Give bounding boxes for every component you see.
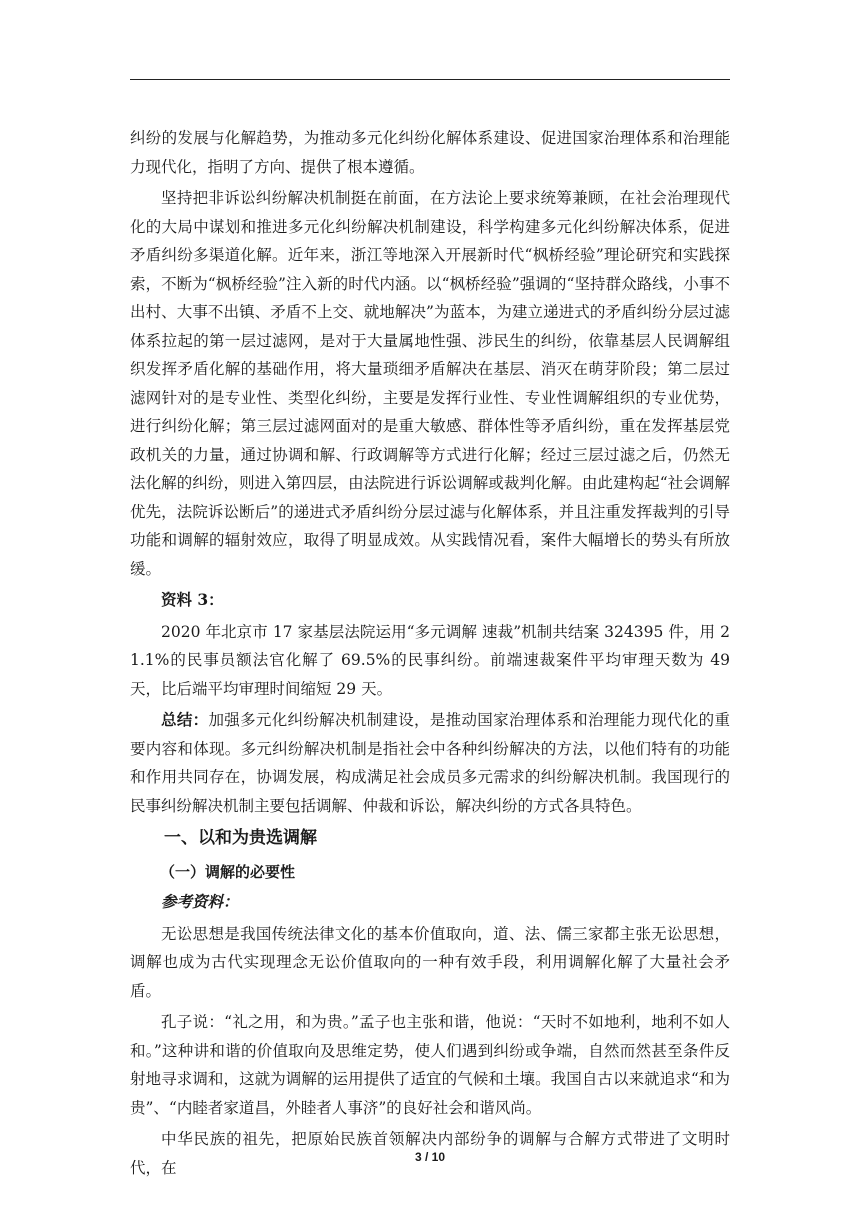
summary-label: 总结： [161,710,209,729]
paragraph-ancestors: 中华民族的祖先，把原始民族首领解决内部纷争的调解与合解方式带进了文明时代，在 [130,1130,730,1177]
paragraph-summary [130,706,730,820]
section-heading-1: 一、以和为贵选调解 [164,828,317,848]
header-rule [130,79,730,80]
subsection-heading-1: （一）调解的必要性 [160,863,296,881]
reference-label: 参考资料： [161,892,239,911]
paragraph-wusong: 无讼思想是我国传统法律文化的基本价值取向，道、法、儒三家都主张无讼思想，调解也成为古代实现理念无讼价值取向的一种有效手段，利用调解化解了大量社会矛盾。 [130,924,730,1000]
paragraph-continuation: 纠纷的发展与化解趋势，为推动多元化纠纷化解体系建设、促进国家治理体系和治理能力现代化，指明了方向、提供了根本遵循。 [130,129,730,176]
material-3-label [130,586,730,615]
paragraph-beijing-stats: 2020 年北京市 17 家基层法院运用“多元调解 速裁”机制共结案 324395 件，用 21.1%的民事员额法官化解了 69.5%的民事纠纷。前端速裁案件平均审理天数为 49 天，比后端平均审理时间缩短 29 天。 [130,622,730,698]
summary-text: 加强多元化纠纷解决机制建设，是推动国家治理体系和治理能力现代化的重要内容和体现。多元纠纷解决机制是指社会中各种纠纷解决的方法，以他们特有的功能和作用共同存在，协调发展，构成满足社会成员多元需求的纠纷解决机制。我国现行的民事纠纷解决机制主要包括调解、仲裁和诉讼，解决纠纷的方式各具特色。 [130,711,730,815]
paragraph-fengqiao: 坚持把非诉讼纠纷解决机制挺在前面，在方法论上要求统筹兼顾，在社会治理现代化的大局中谋划和推进多元化纠纷解决机制建设，科学构建多元化纠纷解决体系，促进矛盾纠纷多渠道化解。近年来，浙江等地深入开展新时代“枫桥经验”理论研究和实践探索，不断为“枫桥经验”注入新的时代内涵。以“枫桥经验”强调的“坚持群众路线，小事不出村、大事不出镇、矛盾不上交、就地解决”为蓝本，为建立递进式的矛盾纠纷分层过滤体系拉起的第一层过滤网，是对于大量属地性强、涉民生的纠纷，依靠基层人民调解组织发挥矛盾化解的基础作用，将大量琐细矛盾解决在基层、消灭在萌芽阶段；第二层过滤网针对的是专业性、类型化纠纷，主要是发挥行业性、专业性调解组织的专业优势，进行纠纷化解；第三层过滤网面对的是重大敏感、群体性等矛盾纠纷，重在发挥基层党政机关的力量，通过协调和解、行政调解等方式进行化解；经过三层过滤之后，仍然无法化解的纠纷，则进入第四层，由法院进行诉讼调解或裁判化解。由此建构起“社会调解优先，法院诉讼断后”的递进式矛盾纠纷分层过滤与化解体系，并且注重发挥裁判的引导功能和调解的辐射效应，取得了明显成效。从实践情况看，案件大幅增长的势头有所放缓。 [130,189,730,578]
page-number: 3 / 10 [414,1150,446,1164]
material-3-heading: 资料 3： [161,590,224,609]
paragraph-confucius: 孔子说：“礼之用，和为贵。”孟子也主张和谐，他说：“天时不如地利，地利不如人和。”这种讲和谐的价值取向及思维定势，使人们遇到纠纷或争端，自然而然甚至条件反射地寻求调和，这就为调解的运用提供了适宜的气候和土壤。我国自古以来就追求“和为贵”、“内睦者家道昌，外睦者人事济”的良好社会和谐风尚。 [130,1013,730,1117]
page-body [130,124,730,1182]
